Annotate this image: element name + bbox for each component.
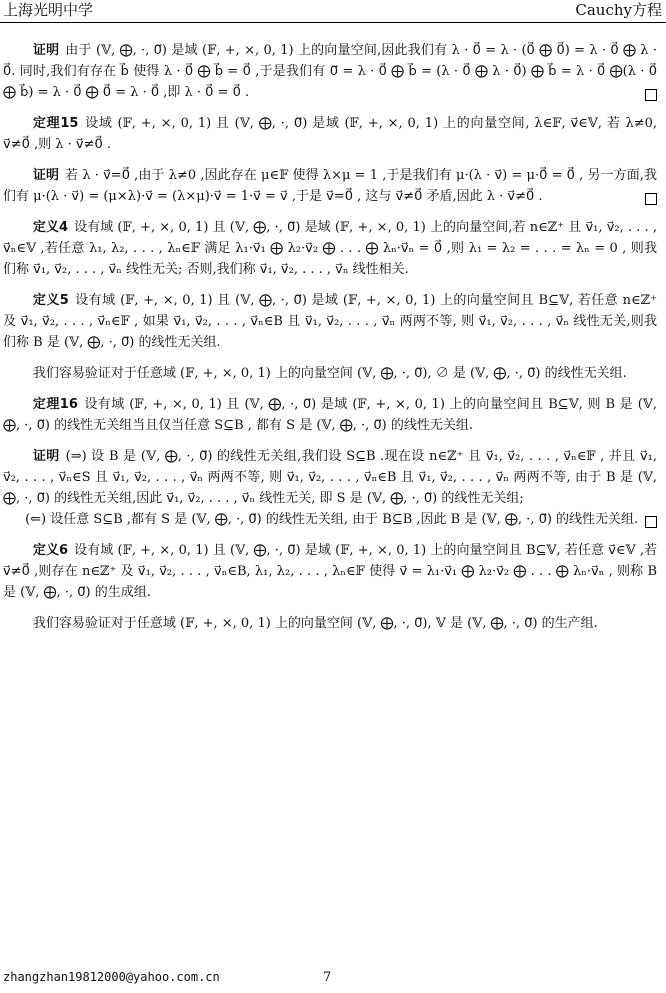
qed-square-icon [645, 193, 657, 205]
paragraph-label: 证明 [32, 43, 60, 58]
qed-square-icon [645, 89, 657, 101]
theorem-paragraph [3, 113, 657, 155]
paragraph-text: 我们容易验证对于任意域 (𝔽, +, ×, 0, 1) 上的向量空间 (𝕍, ⨁, ·, 0⃗), ∅ 是 (𝕍, ⨁, ·, 0⃗) 的线性无关组. [32, 366, 627, 381]
theorem-paragraph [3, 394, 657, 436]
paragraph-label: 定义5 [32, 293, 69, 308]
proof-backward-paragraph [3, 509, 657, 530]
proof-paragraph [3, 165, 657, 207]
paragraph-text: 由于 (𝕍, ⨁, ·, 0⃗) 是域 (𝔽, +, ×, 0, 1) 上的向量空间,因此我们有 λ · 0⃗ = λ · (0⃗ ⨁ 0⃗) = λ · 0⃗ ⨁ λ · 0⃗. 同时,我们有存在 b⃗ 使得 λ · 0⃗ ⨁ b⃗ = 0⃗ ,于是我们有 0⃗ = λ · 0⃗ ⨁ b⃗ = (λ · 0⃗ ⨁ λ · 0⃗) ⨁ b⃗ = λ · 0⃗ ⨁(λ · 0⃗ ⨁ b⃗) = λ · 0⃗ ⨁ 0⃗ = λ · 0⃗ ,即 λ · 0⃗ = 0⃗ . [3, 43, 657, 100]
paragraph-text: 我们容易验证对于任意域 (𝔽, +, ×, 0, 1) 上的向量空间 (𝕍, ⨁, ·, 0⃗), 𝕍 是 (𝕍, ⨁, ·, 0⃗) 的生产组. [32, 616, 598, 631]
page-header [0, 0, 666, 23]
header-school: 上海光明中学 [3, 1, 94, 19]
remark-paragraph [3, 363, 657, 384]
paragraph-label: 定义4 [32, 220, 69, 235]
paragraph-text: 设有域 (𝔽, +, ×, 0, 1) 且 (𝕍, ⨁, ·, 0⃗) 是域 (𝔽, +, ×, 0, 1) 上的向量空间,若 n∈ℤ⁺ 且 v⃗₁, v⃗₂, . . . , v⃗ₙ∈𝕍 ,若任意 λ₁, λ₂, . . . , λₙ∈𝔽 满足 λ₁·v⃗₁ ⨁ λ₂·v⃗₂ ⨁ . . . ⨁ λₙ·v⃗ₙ = 0⃗ ,则 λ₁ = λ₂ = . . . = λₙ = 0 , 则我们称 v⃗₁, v⃗₂, . . . , v⃗ₙ 线性无关; 否则,我们称 v⃗₁, v⃗₂, . . . , v⃗ₙ 线性相关. [3, 220, 657, 277]
definition-paragraph [3, 540, 657, 603]
paragraph-label: 证明 [32, 168, 60, 183]
page-body [3, 40, 657, 644]
paragraph-label: 定理16 [32, 397, 78, 412]
proof-paragraph [3, 446, 657, 509]
paragraph-text: 设有域 (𝔽, +, ×, 0, 1) 且 (𝕍, ⨁, ·, 0⃗) 是域 (𝔽, +, ×, 0, 1) 上的向量空间且 B⊆𝕍, 若任意 n∈ℤ⁺ 及 v⃗₁, v⃗₂, . . . , v⃗ₙ∈𝔽 , 如果 v⃗₁, v⃗₂, . . . , v⃗ₙ∈B 且 v⃗₁, v⃗₂, . . . , v⃗ₙ 两两不等, 则 v⃗₁, v⃗₂, . . . , v⃗ₙ 线性无关,则我们称 B 是 (𝕍, ⨁, ·, 0⃗) 的线性无关组. [3, 293, 657, 350]
qed-square-icon [645, 516, 657, 528]
paragraph-label: 定理15 [32, 116, 79, 131]
author-email: zhangzhan19812000@yahoo.com.cn [3, 970, 220, 984]
paragraph-text: 设域 (𝔽, +, ×, 0, 1) 且 (𝕍, ⨁, ·, 0⃗) 是域 (𝔽, +, ×, 0, 1) 上的向量空间, λ∈𝔽, v⃗∈𝕍, 若 λ≠0, v⃗≠0⃗ ,则 λ · v⃗≠0⃗ . [3, 116, 657, 152]
paragraph-text: 设有域 (𝔽, +, ×, 0, 1) 且 (𝕍, ⨁, ·, 0⃗) 是域 (𝔽, +, ×, 0, 1) 上的向量空间且 B⊆𝕍, 则 B 是 (𝕍, ⨁, ·, 0⃗) 的线性无关组当且仅当任意 S⊆B , 都有 S 是 (𝕍, ⨁, ·, 0⃗) 的线性无关组. [3, 397, 657, 433]
definition-paragraph [3, 217, 657, 280]
page-number: 7 [323, 970, 332, 985]
paragraph-text: 设有域 (𝔽, +, ×, 0, 1) 且 (𝕍, ⨁, ·, 0⃗) 是域 (𝔽, +, ×, 0, 1) 上的向量空间且 B⊆𝕍, 若任意 v⃗∈𝕍 ,若 v⃗≠0⃗ ,则存在 n∈ℤ⁺ 及 v⃗₁, v⃗₂, . . . , v⃗ₙ∈B, λ₁, λ₂, . . . , λₙ∈𝔽 使得 v⃗ = λ₁·v⃗₁ ⨁ λ₂·v⃗₂ ⨁ . . . ⨁ λₙ·v⃗ₙ , 则称 B 是 (𝕍, ⨁, ·, 0⃗) 的生成组. [3, 543, 658, 600]
paragraph-label: 证明 [32, 449, 60, 464]
proof-backward-text: (⇐) 设任意 S⊆B ,都有 S 是 (𝕍, ⨁, ·, 0⃗) 的线性无关组, 由于 B⊆B ,因此 B 是 (𝕍, ⨁, ·, 0⃗) 的线性无关组. [25, 512, 639, 527]
definition-paragraph [3, 290, 657, 353]
paragraph-label: 定义6 [32, 543, 69, 558]
header-topic: Cauchy方程 [575, 1, 662, 19]
paragraph-text: 若 λ · v⃗=0⃗ ,由于 λ≠0 ,因此存在 μ∈𝔽 使得 λ×μ = 1 ,于是我们有 μ·(λ · v⃗) = μ·0⃗ = 0⃗ , 另一方面,我们有 μ·(λ · v⃗) = (μ×λ)·v⃗ = (λ×μ)·v⃗ = 1·v⃗ = v⃗ ,于是 v⃗=0⃗ , 这与 v⃗≠0⃗ 矛盾,因此 λ · v⃗≠0⃗ . [3, 168, 657, 204]
proof-forward-text: (⇒) 设 B 是 (𝕍, ⨁, ·, 0⃗) 的线性无关组,我们设 S⊆B .现在设 n∈ℤ⁺ 且 v⃗₁, v⃗₂, . . . , v⃗ₙ∈𝔽 , 并且 v⃗₁, v⃗₂, . . . , v⃗ₙ∈S 且 v⃗₁, v⃗₂, . . . , v⃗ₙ 两两不等, 则 v⃗₁, v⃗₂, . . . , v⃗ₙ∈B 且 v⃗₁, v⃗₂, . . . , v⃗ₙ 两两不等, 由于 B 是 (𝕍, ⨁, ·, 0⃗) 的线性无关组,因此 v⃗₁, v⃗₂, . . . , v⃗ₙ 线性无关, 即 S 是 (𝕍, ⨁, ·, 0⃗) 的线性无关组; [3, 449, 657, 506]
proof-paragraph [3, 40, 657, 103]
remark-paragraph [3, 613, 657, 634]
